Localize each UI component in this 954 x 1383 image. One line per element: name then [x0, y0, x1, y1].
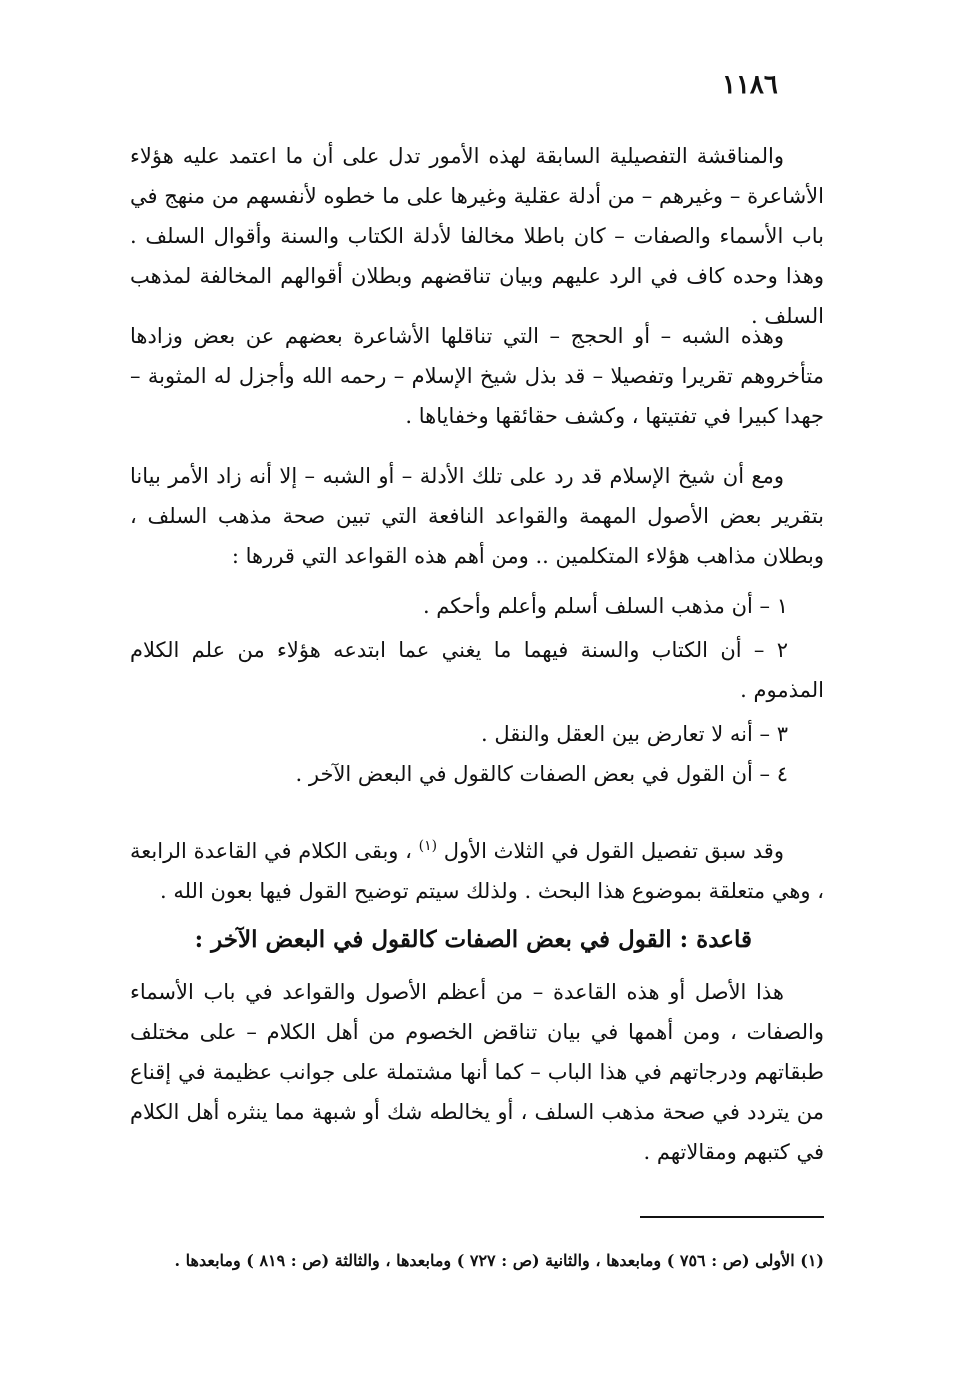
footnote: (١) الأولى (ص : ٧٥٦ ) ومابعدها ، والثانية (ص : ٧٢٧ ) ومابعدها ، والثالثة (ص : ٨١٩ ) ومابعدها .	[174, 1251, 824, 1270]
list-item: ٤ – أن القول في بعض الصفات كالقول في البعض الآخر .	[295, 762, 788, 786]
footnote-divider	[640, 1216, 824, 1218]
paragraph-4-end: ، وبقى الكلام في القاعدة الرابعة ، وهي متعلقة بموضوع هذا البحث . ولذلك سيتم توضيح القول فيها بعون الله .	[130, 839, 824, 903]
footnote-reference: (١)	[418, 838, 438, 854]
rules-list	[130, 586, 824, 794]
section-heading: قاعدة : القول في بعض الصفات كالقول في البعض الآخر :	[194, 926, 752, 953]
paragraph-3: ومع أن شيخ الإسلام قد رد على تلك الأدلة – أو الشبه – إلا أنه زاد الأمر بيانا بتقرير بعض الأصول المهمة والقواعد النافعة التي تبين صحة مذهب السلف ، وبطلان مذاهب هؤلاء المتكلمين .. ومن أهم هذه القواعد التي قررها :	[130, 464, 824, 568]
list-item: ٣ – أنه لا تعارض بين العقل والنقل .	[481, 722, 788, 746]
paragraph-4	[130, 826, 824, 911]
page-number: ١١٨٦	[722, 70, 778, 100]
paragraph-1: والمناقشة التفصيلية السابقة لهذه الأمور تدل على أن ما اعتمد عليه هؤلاء الأشاعرة – وغيرهم – من أدلة عقلية وغيرها على ما خطوه لأنفسهم من منهج في باب الأسماء والصفات – كان باطلا مخالفا لأدلة الكتاب والسنة وأقوال السلف . وهذا وحده كاف في الرد عليهم وبيان تناقضهم وبطلان أقوالهم المخالفة لمذهب السلف .	[130, 144, 824, 328]
paragraph-4-start: وقد سبق تفصيل القول في الثلاث الأول	[443, 839, 784, 863]
list-item: ٢ – أن الكتاب والسنة فيهما ما يغني عما ابتدعه هؤلاء من علم الكلام المذموم .	[130, 638, 824, 702]
paragraph-5: هذا الأصل أو هذه القاعدة – من أعظم الأصول والقواعد في باب الأسماء والصفات ، ومن أهمها في بيان تناقض الخصوم من أهل الكلام – على مختلف طبقاتهم ودرجاتهم في هذا الباب – كما أنها مشتملة على جوانب عظيمة في إقناع من يتردد في صحة مذهب السلف ، أو يخالطه شك أو شبهة مما ينثره أهل الكلام في كتبهم ومقالاتهم .	[130, 980, 824, 1164]
list-item: ١ – أن مذهب السلف أسلم وأعلم وأحكم .	[422, 594, 788, 618]
paragraph-2: وهذه الشبه – أو الحجج – التي تناقلها الأشاعرة بعضهم عن بعض وزادها متأخروهم تقريرا وتفصيلا – قد بذل شيخ الإسلام – رحمه الله وأجزل له المثوبة – جهدا كبيرا في تفتيتها ، وكشف حقائقها وخفاياها .	[130, 324, 824, 428]
